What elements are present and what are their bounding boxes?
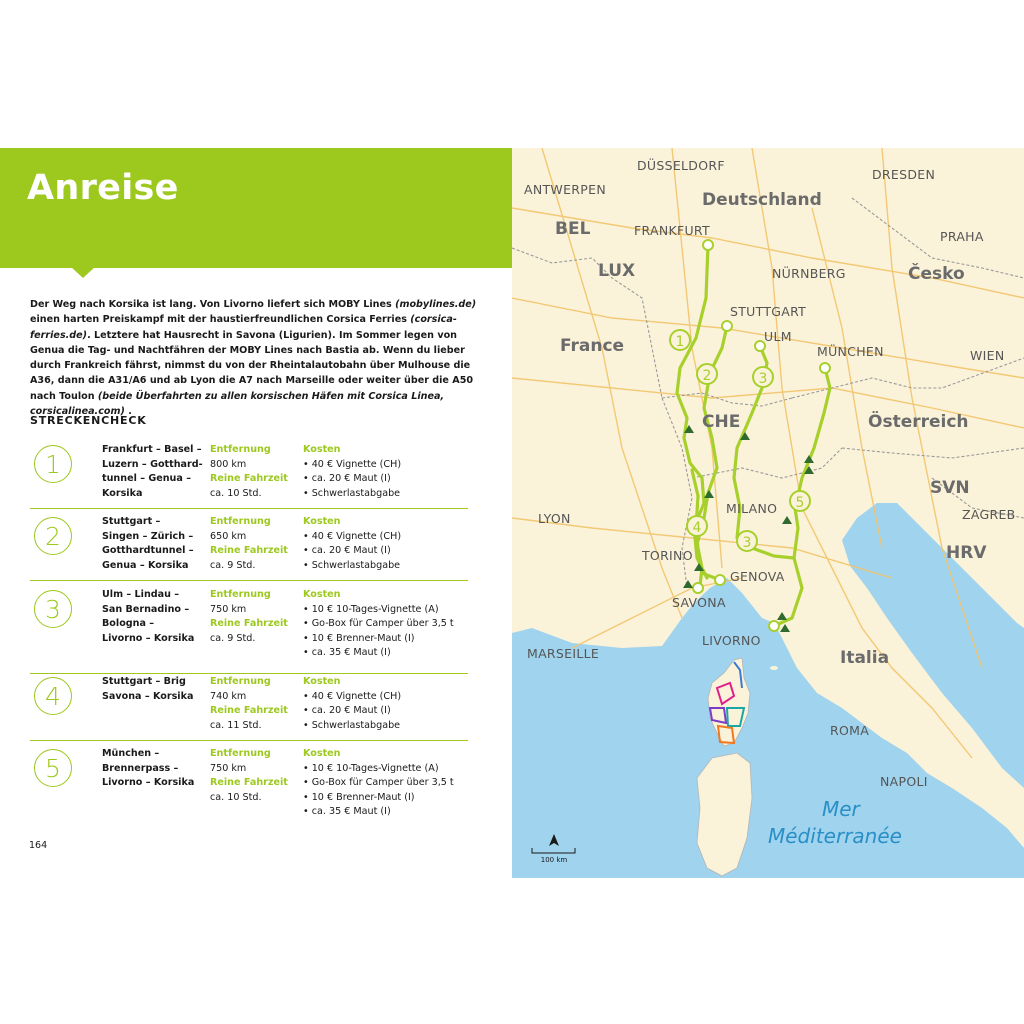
- route-name-line: Luzern – Gotthard-: [102, 458, 203, 470]
- cost-label: Kosten: [303, 444, 341, 455]
- route-name-line: Gotthardtunnel –: [102, 545, 194, 556]
- route-marker-1-label: 1: [675, 334, 685, 350]
- label-praha: PRAHA: [940, 229, 984, 244]
- route-cost-block: [303, 515, 473, 573]
- intro-link-corsica[interactable]: (corsica-ferries.de): [30, 314, 457, 341]
- label-duesseldorf: DÜSSELDORF: [637, 158, 725, 173]
- cost-item: • Schwerlastabgabe: [303, 487, 401, 499]
- route-name-line: Livorno – Korsika: [102, 777, 195, 788]
- route-distance-block: [210, 443, 305, 501]
- route-distance-block: [210, 588, 305, 646]
- cost-item: • Go-Box für Camper über 3,5 t: [303, 618, 454, 629]
- label-france: France: [560, 336, 625, 356]
- route-row: [30, 747, 468, 827]
- route-cost-block: [303, 588, 473, 661]
- label-lux: LUX: [598, 261, 636, 281]
- cost-item: • 10 € 10-Tages-Vignette (A): [303, 762, 439, 774]
- route-name: [102, 443, 212, 501]
- route-marker-5-label: 5: [795, 495, 805, 511]
- cost-item: • 40 € Vignette (CH): [303, 458, 402, 470]
- intro-em: (beide Überfahrten zu allen korsischen Häfen mit Corsica Linea, corsicalinea.com): [30, 390, 445, 418]
- distance-label: Entfernung: [210, 748, 271, 759]
- label-antwerpen: ANTWERPEN: [524, 182, 606, 197]
- route-cost-block: [303, 747, 473, 820]
- route-distance-block: [210, 515, 305, 573]
- dot-livorno: [769, 621, 779, 631]
- cost-label: Kosten: [303, 516, 341, 527]
- label-svn: SVN: [930, 478, 970, 498]
- cost-item: • ca. 20 € Maut (I): [303, 545, 391, 556]
- dot-frankfurt: [703, 240, 713, 250]
- label-savona: SAVONA: [672, 595, 726, 610]
- route-row: [30, 588, 468, 668]
- route-name-line: Singen – Zürich –: [102, 530, 194, 542]
- route-marker-3b-label: 3: [742, 535, 752, 551]
- distance-label: Entfernung: [210, 444, 271, 455]
- drive-time-value: ca. 9 Std.: [210, 632, 256, 644]
- label-nuernberg: NÜRNBERG: [772, 266, 846, 281]
- label-hrv: HRV: [946, 543, 987, 563]
- route-divider: [30, 508, 468, 509]
- cost-item: • 40 € Vignette (CH): [303, 690, 402, 702]
- label-milano: MILANO: [726, 501, 778, 516]
- distance-label: Entfernung: [210, 676, 271, 687]
- cost-item: • ca. 20 € Maut (I): [303, 473, 391, 484]
- cost-item: • Go-Box für Camper über 3,5 t: [303, 777, 454, 788]
- route-divider: [30, 580, 468, 581]
- route-name-line: Frankfurt – Basel –: [102, 444, 202, 455]
- drive-time-label: Reine Fahrzeit: [210, 618, 288, 629]
- intro-link-moby[interactable]: (mobylines.de): [395, 299, 477, 310]
- route-row: [30, 443, 468, 503]
- header-notch: [70, 266, 96, 278]
- label-napoli: NAPOLI: [880, 774, 928, 789]
- drive-time-label: Reine Fahrzeit: [210, 705, 288, 716]
- cost-item: • ca. 35 € Maut (I): [303, 647, 391, 658]
- drive-time-value: ca. 11 Std.: [210, 719, 262, 731]
- cost-label: Kosten: [303, 748, 341, 759]
- route-number-circle: 1: [34, 445, 72, 483]
- route-name-line: Stuttgart –: [102, 516, 161, 527]
- cost-label: Kosten: [303, 676, 341, 687]
- cost-item: • 10 € Brenner-Maut (I): [303, 632, 415, 644]
- label-cesko: Česko: [908, 264, 965, 284]
- header-band: [0, 148, 512, 268]
- cost-item: • 10 € 10-Tages-Vignette (A): [303, 603, 439, 615]
- route-name-line: San Bernadino –: [102, 603, 190, 615]
- route-name-line: Korsika: [102, 487, 143, 499]
- drive-time-value: ca. 10 Std.: [210, 791, 262, 803]
- map-elba: [770, 666, 778, 670]
- route-row: [30, 675, 468, 735]
- map-svg: [512, 148, 1024, 878]
- scale-label: 100 km: [540, 856, 568, 864]
- route-distance-block: [210, 675, 305, 733]
- drive-time-value: ca. 10 Std.: [210, 487, 262, 499]
- route-name-line: Savona – Korsika: [102, 690, 194, 702]
- streckencheck-heading: STRECKENCHECK: [30, 414, 147, 427]
- label-lyon: LYON: [538, 511, 571, 526]
- route-name: [102, 747, 212, 791]
- drive-time-label: Reine Fahrzeit: [210, 777, 288, 788]
- label-bel: BEL: [555, 219, 591, 239]
- sea-label-line-2: Méditerranée: [768, 824, 902, 848]
- label-torino: TORINO: [642, 548, 693, 563]
- sea-label-line-1: Mer: [822, 797, 860, 821]
- dot-genova: [715, 575, 725, 585]
- route-name-line: Ulm – Lindau –: [102, 589, 180, 600]
- dot-muenchen: [820, 363, 830, 373]
- label-stuttgart: STUTTGART: [730, 304, 807, 319]
- route-name: [102, 588, 212, 646]
- route-name-line: Stuttgart – Brig: [102, 676, 186, 687]
- dot-stuttgart: [722, 321, 732, 331]
- intro-paragraph: [30, 297, 478, 419]
- route-map: [512, 148, 1024, 878]
- distance-value: 650 km: [210, 530, 247, 542]
- label-muenchen: MÜNCHEN: [817, 344, 884, 359]
- route-name-line: tunnel – Genua –: [102, 473, 191, 484]
- route-row: [30, 515, 468, 575]
- drive-time-value: ca. 9 Std.: [210, 559, 256, 571]
- route-name-line: Bologna –: [102, 618, 155, 629]
- label-italia: Italia: [840, 648, 890, 668]
- cost-item: • ca. 35 € Maut (I): [303, 806, 391, 817]
- route-divider: [30, 673, 468, 674]
- route-number-circle: 3: [34, 590, 72, 628]
- label-ulm: ULM: [764, 329, 792, 344]
- cost-item: • 40 € Vignette (CH): [303, 530, 402, 542]
- distance-value: 750 km: [210, 762, 247, 774]
- label-marseille: MARSEILLE: [527, 646, 600, 661]
- cost-item: • 10 € Brenner-Maut (I): [303, 791, 415, 803]
- intro-text-1: Der Weg nach Korsika ist lang. Von Livorno liefert sich MOBY Lines: [30, 299, 396, 310]
- route-cost-block: [303, 443, 473, 501]
- distance-value: 750 km: [210, 603, 247, 615]
- route-divider: [30, 740, 468, 741]
- page-title: Anreise: [27, 168, 179, 208]
- dot-savona: [693, 583, 703, 593]
- route-name-line: München –: [102, 748, 160, 759]
- route-name: [102, 515, 212, 573]
- route-marker-2-label: 2: [702, 368, 712, 384]
- label-che: CHE: [702, 412, 741, 432]
- distance-value: 800 km: [210, 458, 247, 470]
- intro-text-3: . Letztere hat Hausrecht in Savona (Ligurien). Im Sommer legen von Genua die Tag- und Nachtfähren der MOBY Lines nach Bastia ab. Wenn du lieber durch Frankreich fährst, nimmst du von der Rheintalautobahn über Mulhouse die A36, dann die A31/A6 und ab Lyon die A7 nach Marseille oder weiter über die A50 nach Toulon: [30, 329, 474, 402]
- intro-text-2: einen harten Preiskampf mit der haustierfreundlichen Corsica Ferries: [30, 314, 411, 326]
- cost-item: • Schwerlastabgabe: [303, 559, 401, 571]
- page-number: 164: [29, 840, 48, 851]
- route-name-line: Genua – Korsika: [102, 559, 189, 571]
- route-name-line: Livorno – Korsika: [102, 632, 195, 644]
- label-livorno: LIVORNO: [702, 633, 761, 648]
- route-number-circle: 5: [34, 749, 72, 787]
- route-marker-3a-label: 3: [758, 371, 768, 387]
- intro-text-end: .: [124, 406, 132, 418]
- route-marker-4-label: 4: [692, 520, 702, 536]
- route-distance-block: [210, 747, 305, 805]
- route-number-circle: 2: [34, 517, 72, 555]
- route-name-line: Brennerpass –: [102, 762, 179, 774]
- label-frankfurt: FRANKFURT: [634, 223, 710, 238]
- label-dresden: DRESDEN: [872, 167, 936, 182]
- distance-label: Entfernung: [210, 589, 271, 600]
- distance-value: 740 km: [210, 690, 247, 702]
- drive-time-label: Reine Fahrzeit: [210, 473, 288, 484]
- cost-item: • ca. 20 € Maut (I): [303, 705, 391, 716]
- label-wien: WIEN: [970, 348, 1005, 363]
- label-zagreb: ZAGREB: [962, 507, 1016, 522]
- route-cost-block: [303, 675, 473, 733]
- label-deutschland: Deutschland: [702, 190, 822, 210]
- label-genova: GENOVA: [730, 569, 785, 584]
- label-oesterreich: Österreich: [868, 412, 969, 432]
- cost-item: • Schwerlastabgabe: [303, 719, 401, 731]
- route-name: [102, 675, 212, 704]
- drive-time-label: Reine Fahrzeit: [210, 545, 288, 556]
- cost-label: Kosten: [303, 589, 341, 600]
- route-number-circle: 4: [34, 677, 72, 715]
- distance-label: Entfernung: [210, 516, 271, 527]
- label-roma: ROMA: [830, 723, 870, 738]
